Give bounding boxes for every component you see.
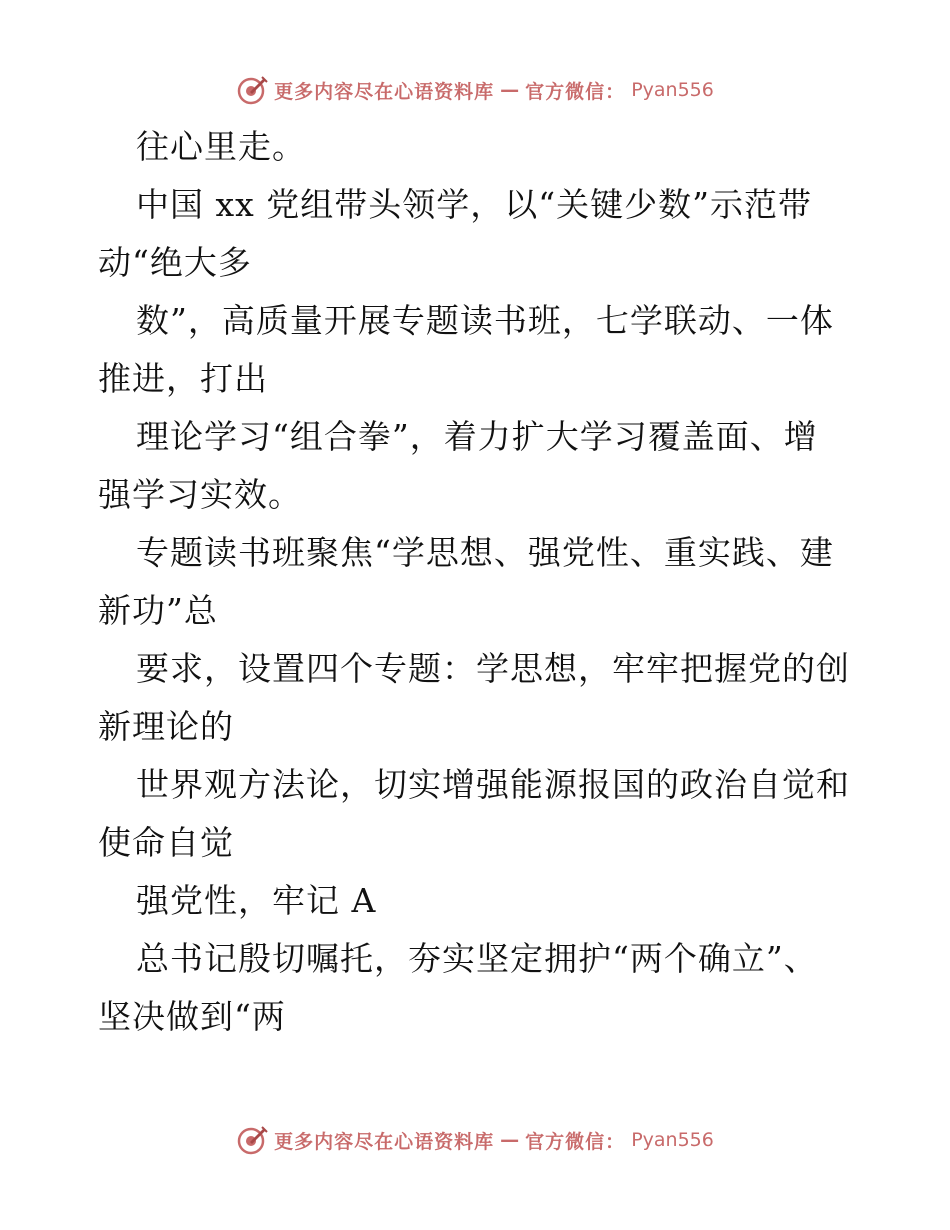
header-banner — [0, 70, 950, 110]
body-line: 要求，设置四个专题：学思想，牢牢把握党的创 — [136, 649, 850, 688]
body-line: 新理论的 — [98, 707, 234, 746]
body-line: 往心里走。 — [136, 127, 306, 166]
body-line: 动“绝大多 — [98, 243, 252, 282]
body-line: 世界观方法论，切实增强能源报国的政治自觉和 — [136, 765, 850, 804]
document-body — [98, 118, 858, 1046]
pen-logo-icon — [236, 74, 268, 106]
body-line: 数”，高质量开展专题读书班，七学联动、一体 — [136, 301, 834, 340]
header-channel-text: 官方微信： — [525, 80, 626, 103]
body-line: 强学习实效。 — [98, 475, 302, 514]
body-line: 新功”总 — [98, 591, 218, 630]
body-line: 中国 xx 党组带头领学，以“关键少数”示范带 — [136, 185, 812, 224]
footer-banner — [0, 1120, 950, 1160]
body-line: 强党性，牢记 A — [136, 881, 377, 920]
body-line: 坚决做到“两 — [98, 997, 286, 1036]
body-line: 理论学习“组合拳”，着力扩大学习覆盖面、增 — [136, 417, 818, 456]
body-line: 专题读书班聚焦“学思想、强党性、重实践、建 — [136, 533, 834, 572]
header-wechat-id: Pyan556 — [631, 79, 714, 101]
header-brand-text: 更多内容尽在心语资料库 — [274, 80, 495, 103]
body-line: 使命自觉 — [98, 823, 234, 862]
body-line: 推进，打出 — [98, 359, 268, 398]
footer-brand-text: 更多内容尽在心语资料库 — [274, 1130, 495, 1153]
pen-logo-icon — [236, 1124, 268, 1156]
footer-channel-text: 官方微信： — [525, 1130, 626, 1153]
body-line: 总书记殷切嘱托，夯实坚定拥护“两个确立”、 — [136, 939, 818, 978]
footer-separator: — — [500, 1129, 520, 1151]
footer-wechat-id: Pyan556 — [631, 1129, 714, 1151]
header-separator: — — [500, 79, 520, 101]
